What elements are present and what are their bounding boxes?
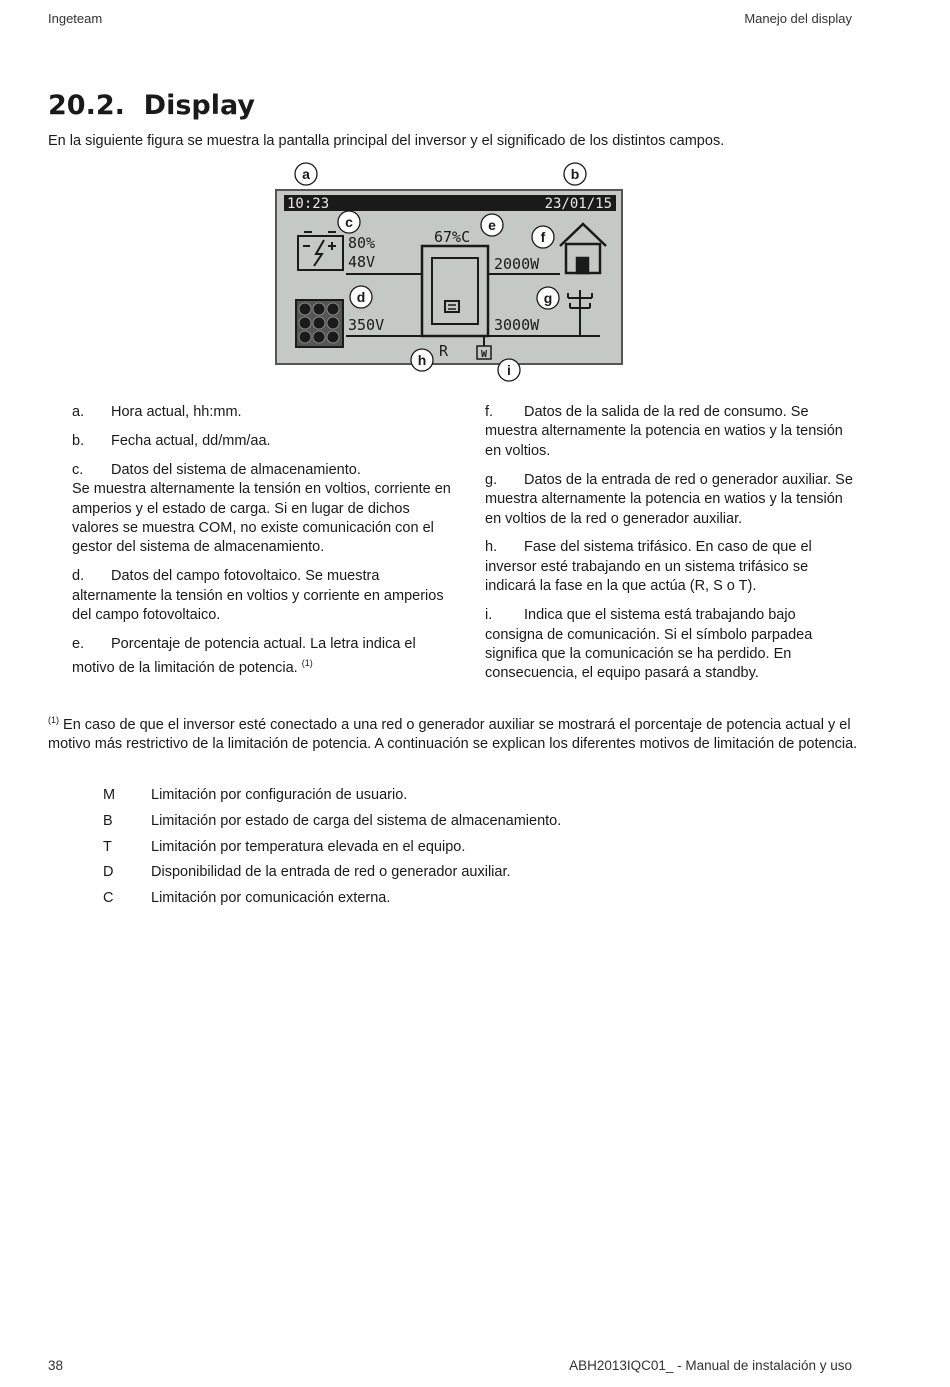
svg-text:i: i <box>507 362 511 378</box>
footnote-marker: (1) <box>48 715 59 725</box>
lcd-comm-symbol: W <box>480 349 488 360</box>
motive-item: T Limitación por temperatura elevada en el equipo. <box>103 838 466 855</box>
lcd-battery-pct: 80% <box>348 234 376 252</box>
motive-item: C Limitación por comunicación externa. <box>103 890 391 907</box>
svg-text:a: a <box>302 166 310 182</box>
header-section: Manejo del display <box>744 11 852 26</box>
callout-g <box>537 287 559 309</box>
legend-item-g: g. Datos de la entrada de red o generador auxiliar. Se muestra alternamente la potencia en watios y la tensión en voltios de la red o generador auxiliar. <box>485 471 853 527</box>
section-title: 20.2. Display <box>48 90 255 121</box>
callout-i <box>498 359 520 381</box>
legend-item-c: c. Datos del sistema de almacenamiento. Se muestra alternamente la tensión en voltios, corriente en amperios y el estado de carga. Si en lugar de dichos valores se muestra COM, no existe comunicación con el gestor del sistema de almacenamiento. <box>72 461 451 556</box>
callout-a <box>295 163 317 185</box>
legend-item-b: b. Fecha actual, dd/mm/aa. <box>72 432 271 449</box>
lcd-phase: R <box>439 342 449 360</box>
callout-b <box>564 163 586 185</box>
callout-d <box>350 286 372 308</box>
footer-doc: ABH2013IQC01_ - Manual de instalación y uso <box>569 1358 852 1373</box>
svg-text:g: g <box>543 290 553 306</box>
legend-item-d: d. Datos del campo fotovoltaico. Se muestra alternamente la tensión en voltios y corriente en amperios del campo fotovoltaico. <box>72 568 444 624</box>
legend-item-a: a. Hora actual, hh:mm. <box>72 404 242 420</box>
svg-text:c: c <box>345 214 353 230</box>
lcd-temp: 67%C <box>434 228 471 246</box>
motive-item: B Limitación por estado de carga del sistema de almacenamiento. <box>103 812 562 829</box>
legend-item-h: h. Fase del sistema trifásico. En caso de que el inversor esté trabajando en un sistema trifásico se indicará la fase en la que actúa (R, S o T). <box>485 539 812 595</box>
legend-left <box>72 403 452 688</box>
svg-text:b: b <box>570 166 580 182</box>
callout-e <box>481 214 503 236</box>
lcd-date: 23/01/15 <box>544 196 612 212</box>
callout-h <box>411 349 433 371</box>
svg-text:d: d <box>356 289 366 305</box>
callout-c <box>338 211 360 233</box>
callout-f <box>532 226 554 248</box>
svg-text:h: h <box>417 352 427 368</box>
motive-item: D Disponibilidad de la entrada de red o generador auxiliar. <box>103 864 511 881</box>
footnote <box>48 711 858 755</box>
pv-panel-icon <box>296 300 343 347</box>
lcd-grid-power: 3000W <box>494 316 540 334</box>
lcd-consumption-power: 2000W <box>494 255 540 273</box>
svg-text:e: e <box>488 217 496 233</box>
motive-item: M Limitación por configuración de usuario. <box>103 787 408 803</box>
footnote-text: En caso de que el inversor esté conectado a una red o generador auxiliar se mostrará el porcentaje de potencia actual y el motivo más restrictivo de la limitación de potencia. A continuación se explican los diferentes motivos de limitación de potencia. <box>48 716 858 753</box>
legend-item-f: f. Datos de la salida de la red de consumo. Se muestra alternamente la potencia en watios y la tensión en voltios. <box>485 404 843 459</box>
lcd-battery-volt: 48V <box>348 253 376 271</box>
legend-item-e: e. Porcentaje de potencia actual. La letra indica el motivo de la limitación de potencia. $^{(1)}$ <box>72 636 416 677</box>
page-number: 38 <box>48 1358 64 1373</box>
svg-text:f: f <box>540 229 546 245</box>
legend-item-i: i. Indica que el sistema está trabajando bajo consigna de comunicación. Si el símbolo parpadea significa que la comunicación se ha perdido. En consecuencia, el equipo pasará a standby. <box>485 607 813 682</box>
motives-list <box>103 786 561 915</box>
lcd-pv-voltage: 350V <box>348 316 385 334</box>
legend-right <box>485 403 857 693</box>
lcd-time: 10:23 <box>287 196 330 212</box>
header-company: Ingeteam <box>48 11 103 26</box>
display-figure <box>270 158 630 386</box>
intro-text: En la siguiente figura se muestra la pantalla principal del inversor y el significado de los distintos campos. <box>48 133 725 149</box>
